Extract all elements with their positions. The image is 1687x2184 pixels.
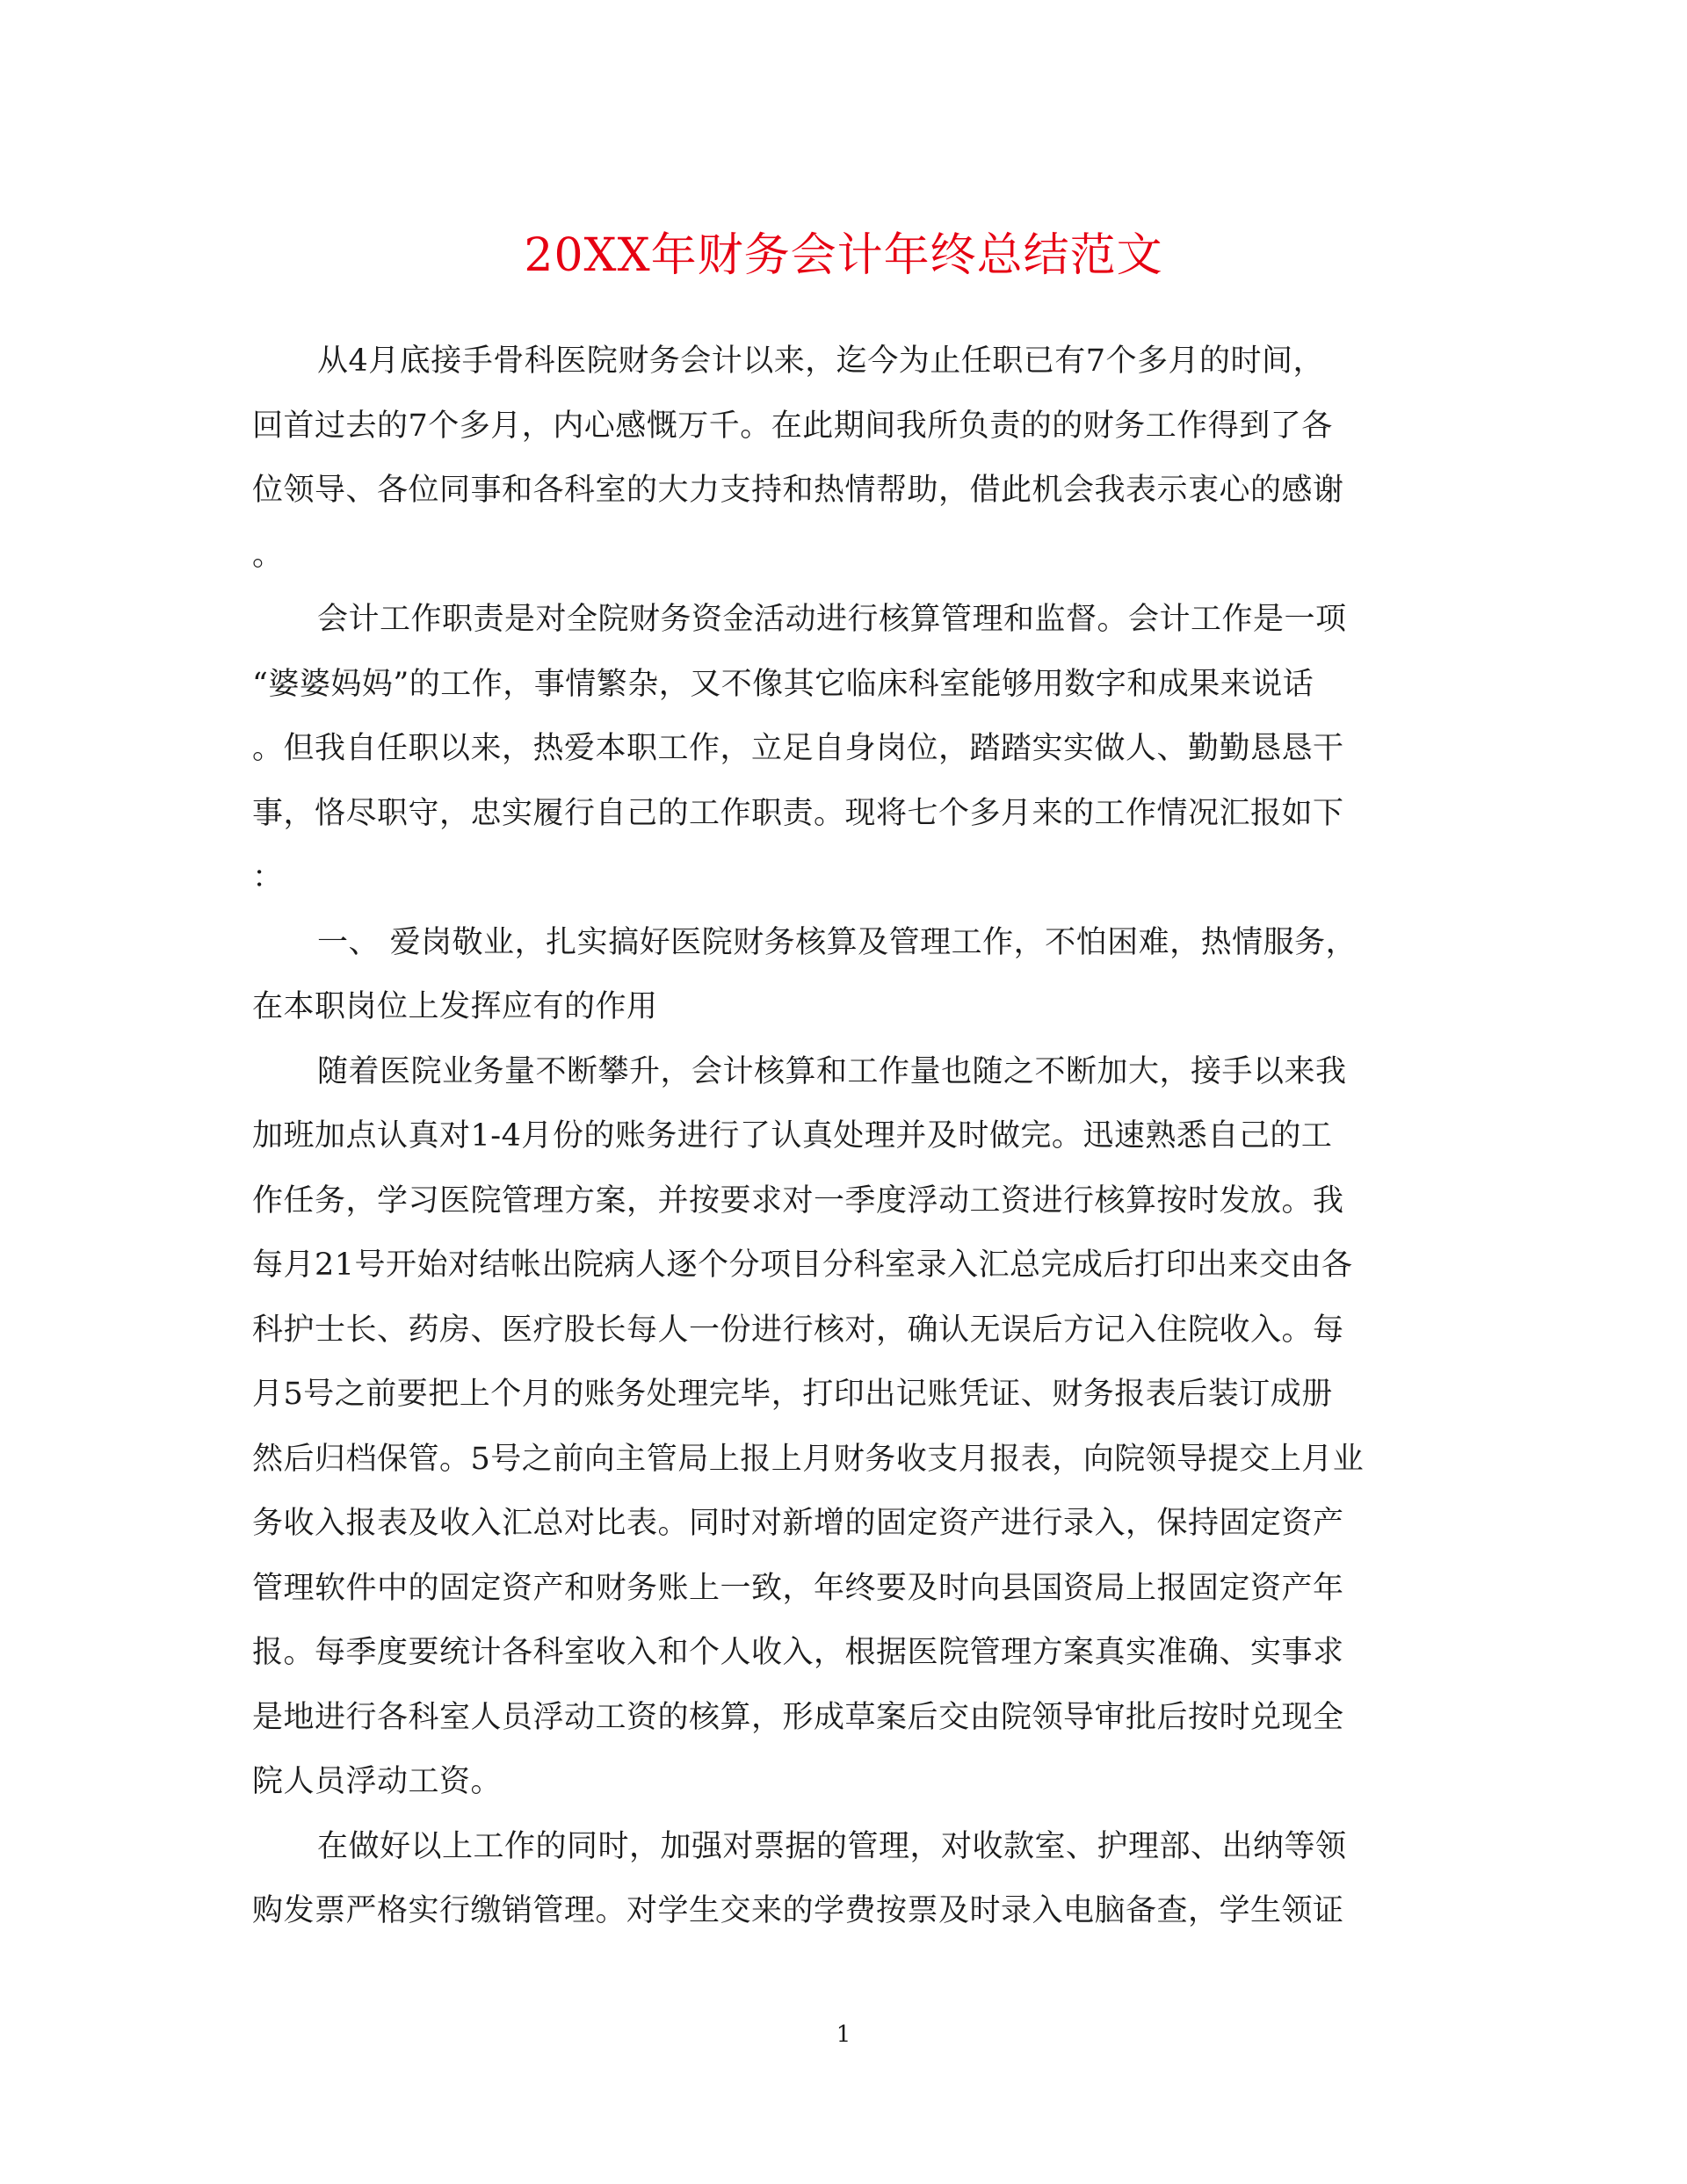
text-line: 每月21号开始对结帐出院病人逐个分项目分科室录入汇总完成后打印出来交由各 — [252, 1247, 1353, 1283]
text-line: 然后归档保管。5号之前向主管局上报上月财务收支月报表，向院领导提交上月业 — [252, 1441, 1365, 1477]
text-line: 事，恪尽职守，忠实履行自己的工作职责。现将七个多月来的工作情况汇报如下 — [252, 795, 1344, 831]
text-line: 加班加点认真对1-4月份的账务进行了认真处理并及时做完。迅速熟悉自己的工 — [252, 1118, 1333, 1153]
text-line: 是地进行各科室人员浮动工资的核算，形成草案后交由院领导审批后按时兑现全 — [252, 1699, 1344, 1735]
document-body — [252, 329, 1430, 1944]
text-line: 随着医院业务量不断攀升，会计核算和工作量也随之不断加大，接手以来我 — [317, 1053, 1347, 1089]
text-line: 一、 爱岗敬业，扎实搞好医院财务核算及管理工作，不怕困难，热情服务， — [317, 924, 1358, 960]
text-line: 管理软件中的固定资产和财务账上一致，年终要及时向县国资局上报固定资产年 — [252, 1570, 1344, 1606]
text-line: 科护士长、药房、医疗股长每人一份进行核对，确认无误后方记入住院收入。每 — [252, 1312, 1344, 1348]
text-line: 报。每季度要统计各科室收入和个人收入，根据医院管理方案真实准确、实事求 — [252, 1635, 1344, 1670]
text-line: 务收入报表及收入汇总对比表。同时对新增的固定资产进行录入，保持固定资产 — [252, 1506, 1344, 1541]
text-line: ： — [252, 860, 284, 895]
text-line: 会计工作职责是对全院财务资金活动进行核算管理和监督。会计工作是一项 — [317, 602, 1347, 637]
text-line: 月5号之前要把上个月的账务处理完毕，打印出记账凭证、财务报表后装订成册 — [252, 1377, 1333, 1412]
text-line: 购发票严格实行缴销管理。对学生交来的学费按票及时录入电脑备查，学生领证 — [252, 1893, 1344, 1928]
text-line: 在做好以上工作的同时，加强对票据的管理，对收款室、护理部、出纳等领 — [317, 1828, 1347, 1864]
text-line: 从4月底接手骨科医院财务会计以来，迄今为止任职已有7个多月的时间， — [317, 344, 1325, 379]
text-line: 在本职岗位上发挥应有的作用 — [252, 989, 658, 1024]
text-line: “婆婆妈妈”的工作，事情繁杂，又不像其它临床科室能够用数字和成果来说话 — [252, 666, 1314, 702]
document-title: 20XX年财务会计年终总结范文 — [524, 229, 1163, 282]
page-number: 1 — [836, 2021, 851, 2048]
text-line: 。但我自任职以来，热爱本职工作，立足自身岗位，踏踏实实做人、勤勤恳恳干 — [252, 731, 1344, 766]
text-line: 院人员浮动工资。 — [252, 1764, 503, 1799]
text-line: 作任务，学习医院管理方案，并按要求对一季度浮动工资进行核算按时发放。我 — [252, 1182, 1344, 1219]
text-line: 回首过去的7个多月，内心感慨万千。在此期间我所负责的的财务工作得到了各 — [252, 408, 1333, 444]
text-line: 。 — [252, 537, 284, 573]
text-line: 位领导、各位同事和各科室的大力支持和热情帮助，借此机会我表示衷心的感谢 — [252, 473, 1344, 508]
